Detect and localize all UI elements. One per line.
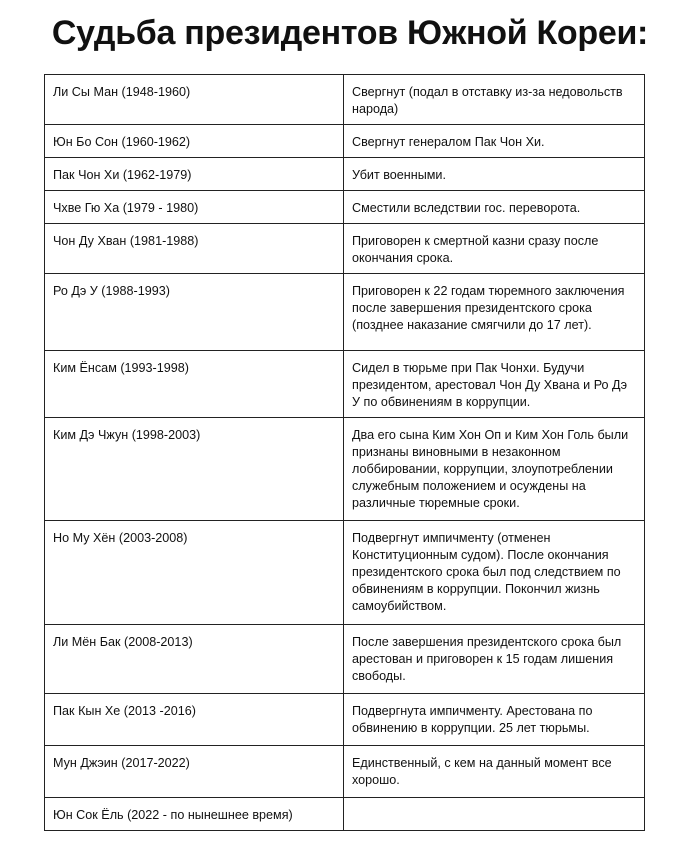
president-cell: Юн Бо Сон (1960-1962) <box>45 125 344 158</box>
table-row <box>45 75 645 125</box>
page-title: Судьба президентов Южной Кореи: <box>51 14 649 52</box>
table-row <box>45 798 645 831</box>
president-cell: Мун Джэин (2017-2022) <box>45 746 344 798</box>
fate-cell: Приговорен к смертной казни сразу после окончания срока. <box>344 224 645 274</box>
president-cell: Чон Ду Хван (1981-1988) <box>45 224 344 274</box>
president-cell: Чхве Гю Ха (1979 - 1980) <box>45 191 344 224</box>
president-cell: Юн Сок Ёль (2022 - по нынешнее время) <box>45 798 344 831</box>
table-row <box>45 125 645 158</box>
president-cell: Ли Мён Бак (2008-2013) <box>45 625 344 694</box>
fate-cell: Подвергнут импичменту (отменен Конституционным судом). После окончания президентского срока был под следствием по обвинениям в коррупции. Покончил жизнь самоубийством. <box>344 521 645 625</box>
table-row <box>45 224 645 274</box>
fate-cell: Единственный, с кем на данный момент все хорошо. <box>344 746 645 798</box>
table-row <box>45 351 645 418</box>
table-row <box>45 158 645 191</box>
president-cell: Ким Дэ Чжун (1998-2003) <box>45 418 344 521</box>
fate-cell: Свергнут генералом Пак Чон Хи. <box>344 125 645 158</box>
fate-cell: Убит военными. <box>344 158 645 191</box>
table-row <box>45 625 645 694</box>
fate-cell: Два его сына Ким Хон Оп и Ким Хон Голь были признаны виновными в незаконном лоббировании, коррупции, злоупотреблении служебным положением и осуждены на различные тюремные сроки. <box>344 418 645 521</box>
fate-cell: После завершения президентского срока был арестован и приговорен к 15 годам лишения свободы. <box>344 625 645 694</box>
president-cell: Пак Чон Хи (1962-1979) <box>45 158 344 191</box>
fate-cell: Сидел в тюрьме при Пак Чонхи. Будучи президентом, арестовал Чон Ду Хвана и Ро Дэ У по обвинениям в коррупции. <box>344 351 645 418</box>
table-row <box>45 521 645 625</box>
table-row <box>45 694 645 746</box>
president-cell: Пак Кын Хе (2013 -2016) <box>45 694 344 746</box>
fate-cell <box>344 798 645 831</box>
fate-cell: Сместили вследствии гос. переворота. <box>344 191 645 224</box>
fate-cell: Подвергнута импичменту. Арестована по обвинению в коррупции. 25 лет тюрьмы. <box>344 694 645 746</box>
table-row <box>45 746 645 798</box>
table-row <box>45 274 645 351</box>
president-cell: Но Му Хён (2003-2008) <box>45 521 344 625</box>
table-row <box>45 418 645 521</box>
table-row <box>45 191 645 224</box>
presidents-table <box>44 74 645 831</box>
fate-cell: Свергнут (подал в отставку из-за недовольств народа) <box>344 75 645 125</box>
fate-cell: Приговорен к 22 годам тюремного заключения после завершения президентского срока (позднее наказание смягчили до 17 лет). <box>344 274 645 351</box>
president-cell: Ро Дэ У (1988-1993) <box>45 274 344 351</box>
president-cell: Ли Сы Ман (1948-1960) <box>45 75 344 125</box>
president-cell: Ким Ёнсам (1993-1998) <box>45 351 344 418</box>
